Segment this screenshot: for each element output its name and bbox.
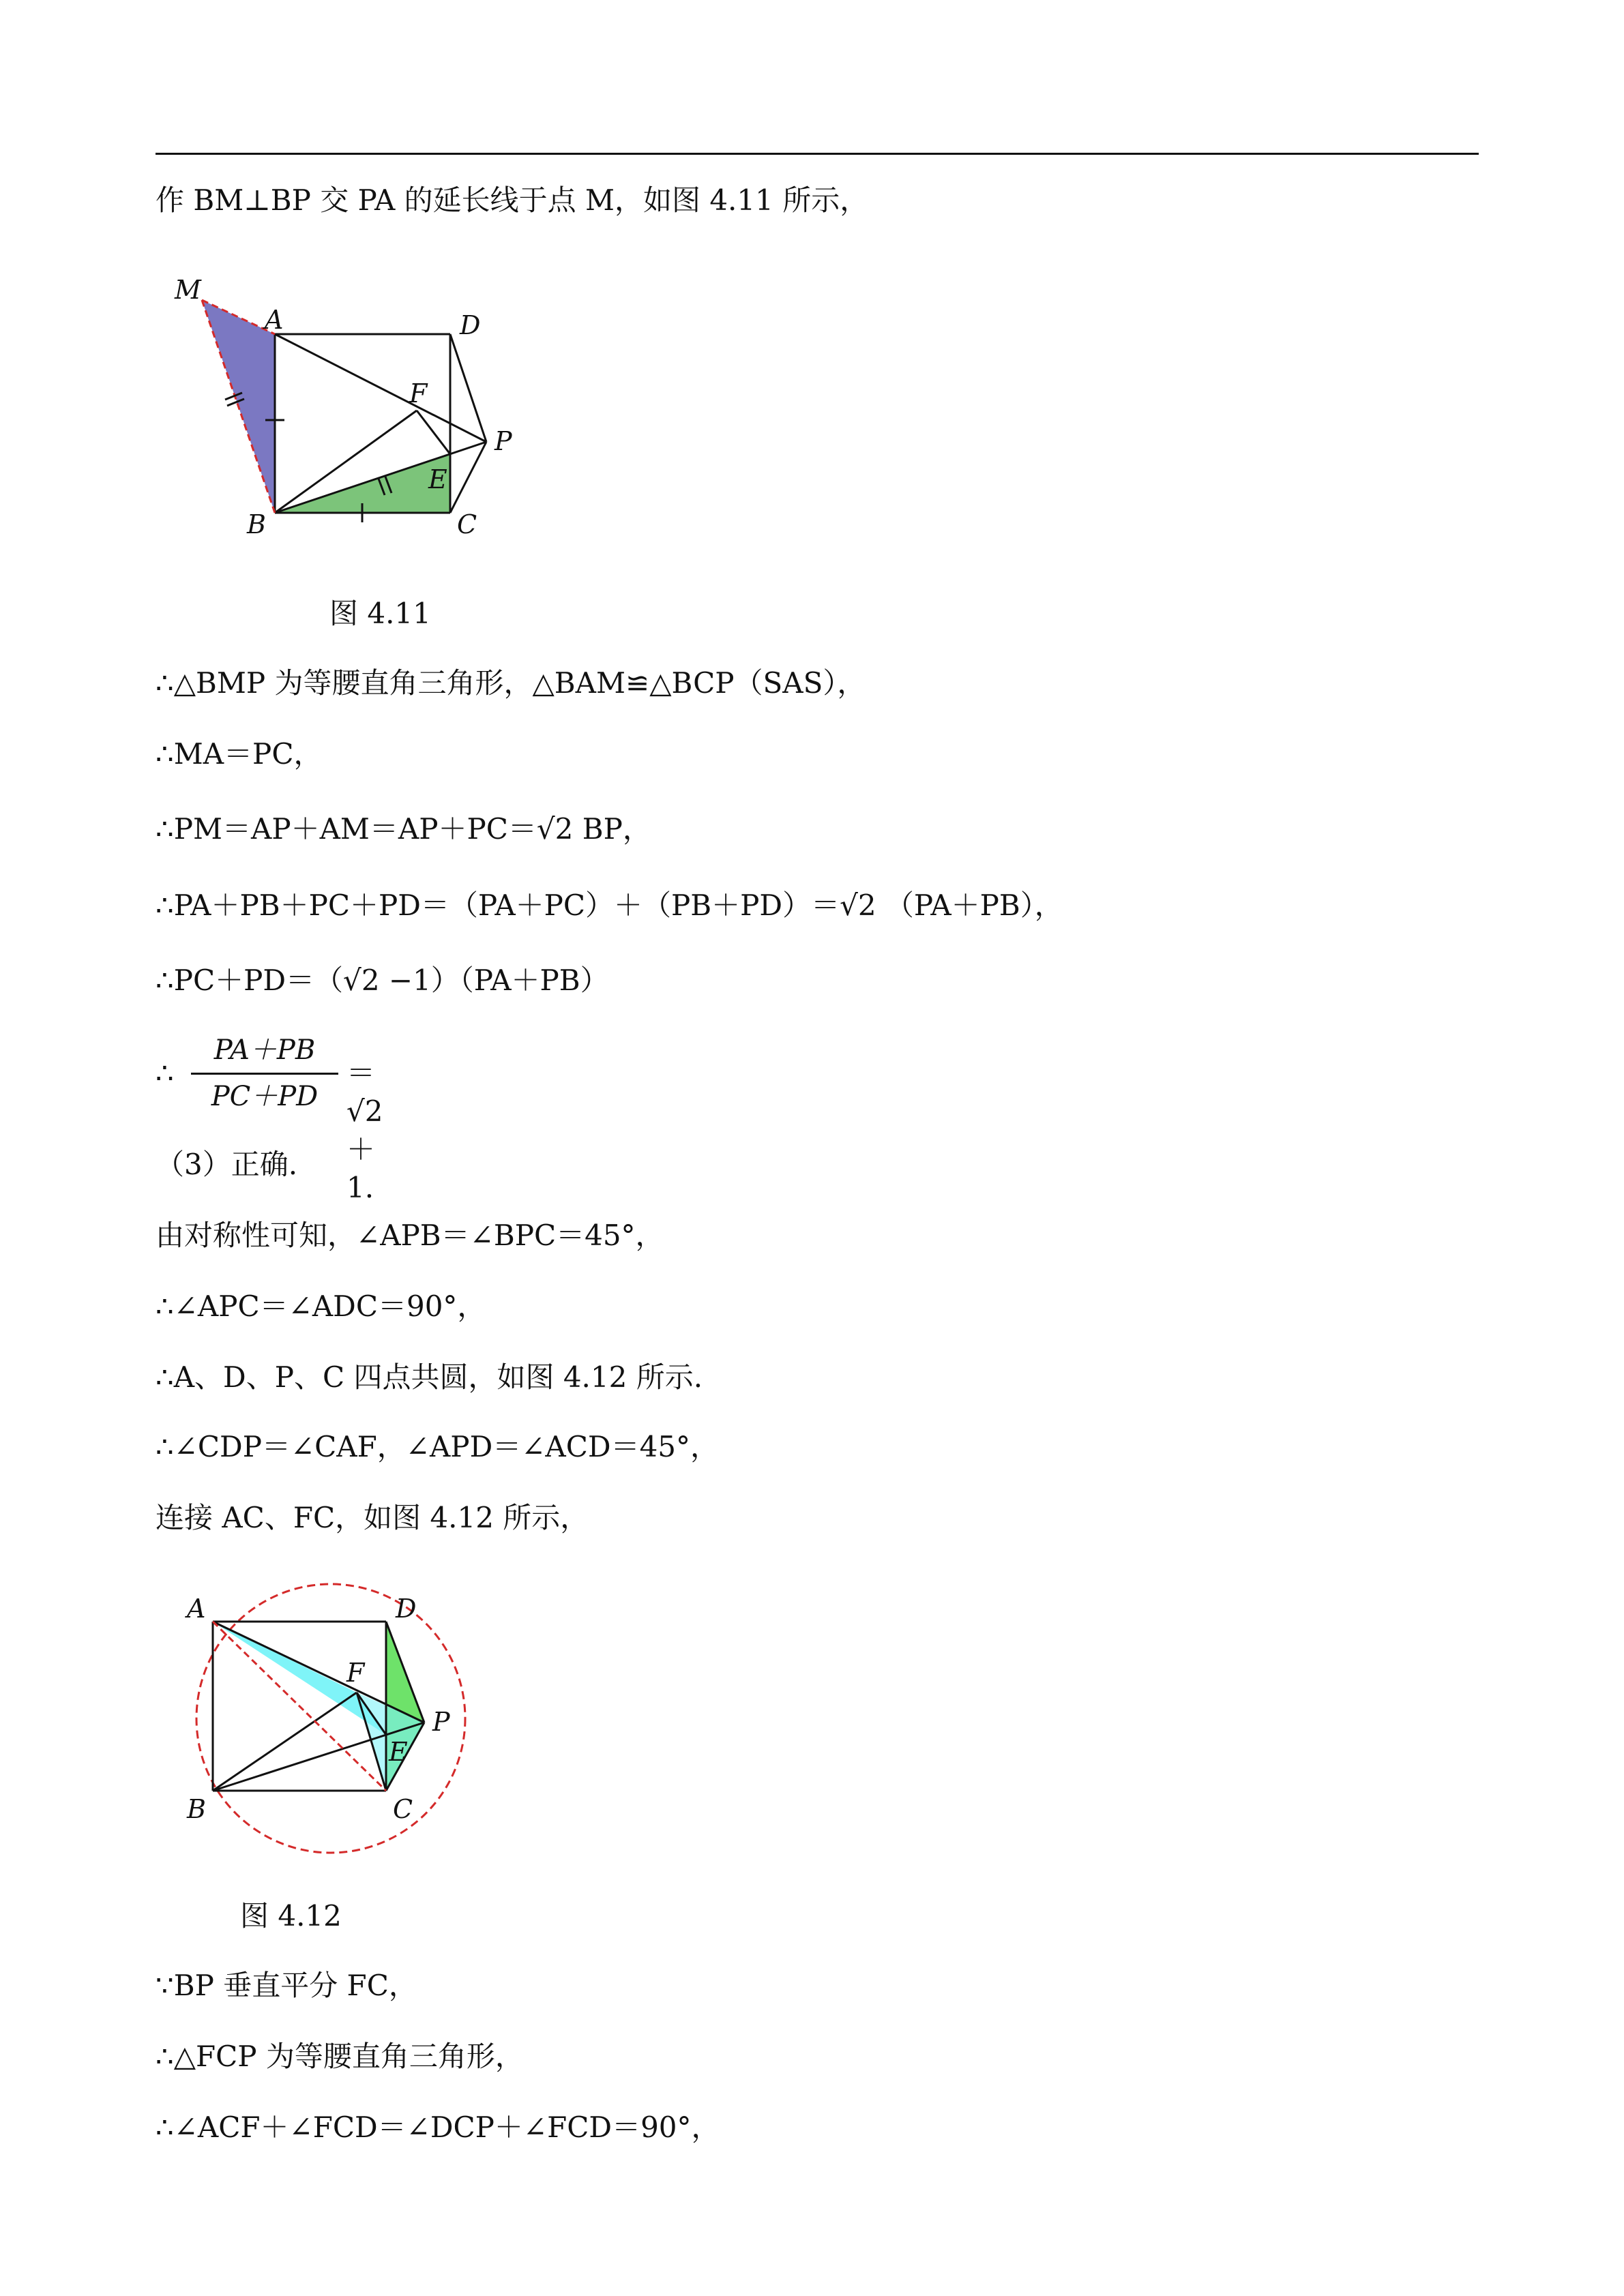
figure-4-11 [157, 266, 539, 552]
caption-4-12: 图 4.12 [240, 1899, 342, 1933]
circumcircle [196, 1584, 465, 1853]
label-C: C [457, 509, 477, 539]
fraction-numerator: PA＋PB [213, 1034, 316, 1066]
figure-4-12 [157, 1582, 477, 1855]
text-line-3: ∴MA＝PC， [156, 737, 323, 771]
fraction-bar [191, 1073, 338, 1075]
fraction-prefix: ∴ [156, 1056, 174, 1090]
text-line-2: ∴△BMP 为等腰直角三角形，△BAM≌△BCP（SAS）， [156, 666, 866, 700]
label-C: C [393, 1794, 413, 1824]
text-line-13: ∵BP 垂直平分 FC， [156, 1969, 417, 2002]
text-line-15: ∴∠ACF＋∠FCD＝∠DCP＋∠FCD＝90°， [156, 2111, 720, 2144]
label-M: M [175, 275, 201, 305]
label-P: P [432, 1707, 450, 1737]
label-F: F [409, 378, 428, 408]
text-line-14: ∴△FCP 为等腰直角三角形， [156, 2040, 524, 2073]
text-line-5: ∴PA＋PB＋PC＋PD＝（PA＋PC）＋（PB＋PD）＝√2 （PA＋PB）， [156, 889, 1063, 922]
label-B: B [247, 509, 266, 539]
text-line-6: ∴PC＋PD＝（√2 −1）（PA＋PB） [156, 964, 609, 997]
text-line-8: 由对称性可知，∠APB＝∠BPC＝45°， [156, 1219, 664, 1252]
text-line-10: ∴A、D、P、C 四点共圆，如图 4.12 所示. [156, 1360, 703, 1394]
text-line-11: ∴∠CDP＝∠CAF，∠APD＝∠ACD＝45°， [156, 1430, 720, 1463]
text-line-1: 作 BM⊥BP 交 PA 的延长线于点 M，如图 4.11 所示， [156, 183, 869, 217]
fraction-denominator: PC＋PD [211, 1081, 319, 1112]
label-B: B [187, 1794, 206, 1824]
text-line-7: （3）正确. [156, 1148, 298, 1181]
label-P: P [494, 426, 512, 456]
header-rule [156, 153, 1479, 155]
text-line-4: ∴PM＝AP＋AM＝AP＋PC＝√2 BP， [156, 812, 651, 846]
caption-4-11: 图 4.11 [329, 597, 431, 630]
label-E: E [389, 1737, 408, 1767]
text-line-9: ∴∠APC＝∠ADC＝90°， [156, 1289, 486, 1323]
label-D: D [460, 310, 481, 340]
label-A: A [187, 1594, 206, 1624]
fraction-rhs: ＝√2 ＋1. [346, 1056, 383, 1204]
label-F: F [346, 1658, 365, 1688]
label-A: A [265, 305, 284, 335]
label-E: E [428, 464, 447, 494]
label-D: D [396, 1594, 417, 1624]
text-line-12: 连接 AC、FC，如图 4.12 所示， [156, 1501, 589, 1534]
